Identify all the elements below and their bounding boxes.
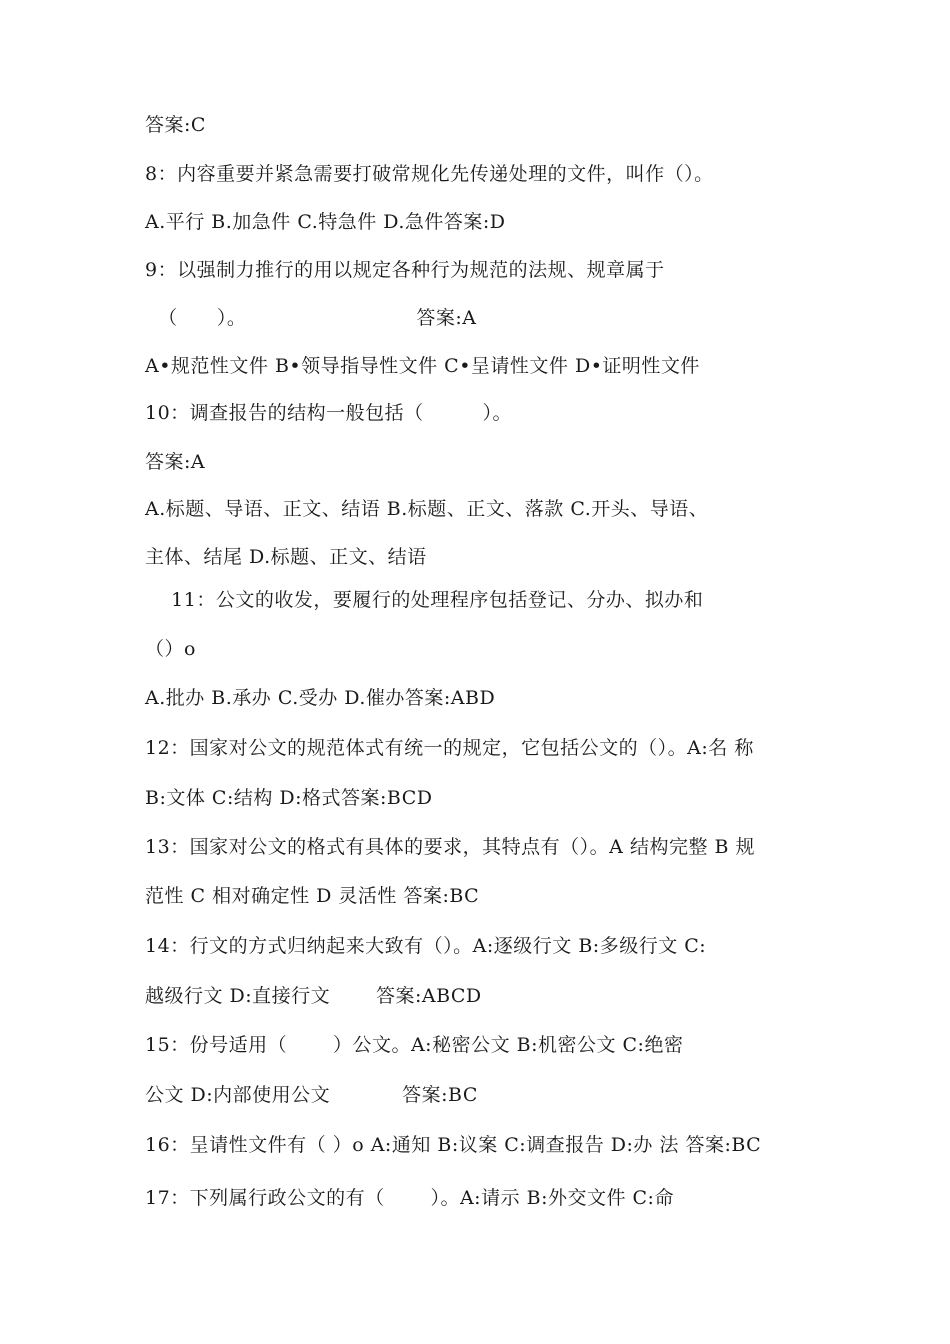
text-line-20: 15：份号适用（ ）公文。A:秘密公文 B:机密公文 C:绝密	[145, 1034, 684, 1056]
text-line-4: 9：以强制力推行的用以规定各种行为规范的法规、规章属于	[145, 259, 665, 281]
text-line-16: 13：国家对公文的格式有具体的要求，其特点有（）。A 结构完整 B 规	[145, 836, 755, 858]
text-line-19: 越级行文 D:直接行文 答案:ABCD	[145, 985, 482, 1007]
text-line-1: 答案:C	[145, 114, 206, 136]
text-line-17: 范性 C 相对确定性 D 灵活性 答案:BC	[145, 885, 480, 907]
text-line-6: A•规范性文件 B•领导指导性文件 C•呈请性文件 D•证明性文件	[145, 355, 700, 377]
text-line-21: 公文 D:内部使用公文 答案:BC	[145, 1084, 478, 1106]
text-line-7: 10：调查报告的结构一般包括（ ）。	[145, 402, 513, 424]
text-line-18: 14：行文的方式归纳起来大致有（）。A:逐级行文 B:多级行文 C:	[145, 935, 707, 957]
text-line-2: 8：内容重要并紧急需要打破常规化先传递处理的文件，叫作（）。	[145, 163, 714, 185]
text-line-9: A.标题、导语、正文、结语 B.标题、正文、落款 C.开头、导语、	[145, 498, 709, 520]
text-line-12: （）o	[145, 638, 196, 660]
text-line-8: 答案:A	[145, 451, 206, 473]
text-line-5: （ ）。 答案:A	[145, 307, 477, 329]
text-line-13: A.批办 B.承办 C.受办 D.催办答案:ABD	[145, 687, 496, 709]
text-line-14: 12：国家对公文的规范体式有统一的规定，它包括公文的（）。A:名 称	[145, 737, 754, 759]
text-line-3: A.平行 B.加急件 C.特急件 D.急件答案:D	[145, 211, 506, 233]
text-line-11: 11：公文的收发，要履行的处理程序包括登记、分办、拟办和	[145, 589, 704, 611]
text-line-15: B:文体 C:结构 D:格式答案:BCD	[145, 787, 433, 809]
text-line-23: 17：下列属行政公文的有（ ）。A:请示 B:外交文件 C:命	[145, 1187, 674, 1209]
text-line-10: 主体、结尾 D.标题、正文、结语	[145, 546, 427, 568]
text-line-22: 16：呈请性文件有（ ）o A:通知 B:议案 C:调查报告 D:办 法 答案:BC	[145, 1134, 762, 1156]
